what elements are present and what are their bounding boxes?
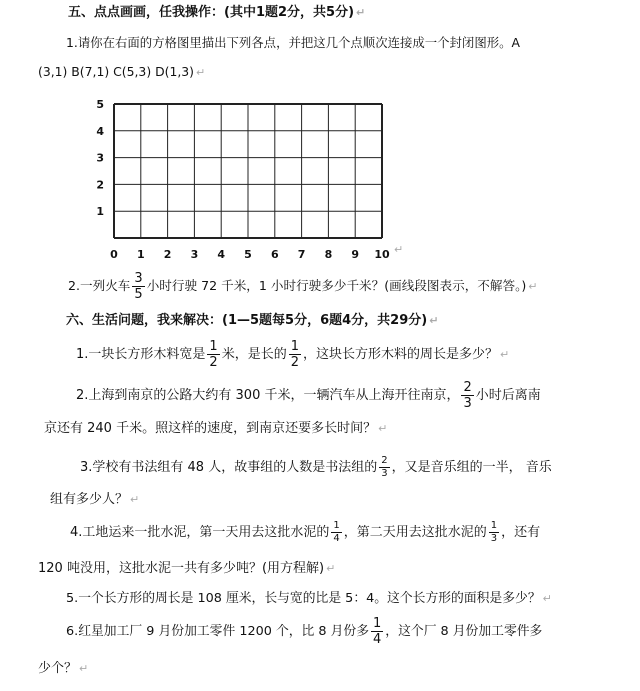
return-mark-icon: ↵ [429,314,439,327]
section6-q6-text-a: 6.红星加工厂 9 月份加工零件 1200 个，比 8 月份多 [66,624,370,639]
return-mark-icon: ↵ [79,662,89,675]
y-tick-label: 4 [96,124,104,138]
section6-q2-line2 [44,420,387,438]
x-tick-label: 4 [217,248,226,261]
x-tick-label: 0 [110,248,118,261]
fraction-one-third [489,521,499,544]
section6-q1 [76,335,509,375]
fraction-numerator: 1 [290,339,299,354]
x-tick-label: 7 [297,248,306,261]
x-tick-label: 1 [136,248,145,261]
section6-q5 [66,590,552,608]
fraction-one-half [207,340,219,369]
section5-q1-line2-text: (3,1) B(7,1) C(5,3) D(1,3) [38,64,195,79]
return-mark-icon: ↵ [528,280,538,293]
return-mark-icon: ↵ [542,592,552,605]
fraction-three-fifths [132,272,144,301]
section6-heading [66,312,438,330]
x-tick-label: 6 [270,248,279,261]
y-tick-label: 1 [96,205,104,219]
section6-q4-line1 [70,513,540,553]
section6-q1-text-b: 米，是长的 [221,347,287,362]
fraction-two-thirds [461,381,473,410]
fraction-numerator: 1 [490,520,498,531]
y-tick-label: 2 [96,178,104,192]
return-mark-icon: ↵ [196,66,206,79]
return-mark-icon: ↵ [130,493,140,506]
section6-q4-line2 [38,560,335,578]
fraction-denominator: 4 [373,632,382,647]
section6-q2-text-a: 2.上海到南京的公路大约有 300 千米，一辆汽车从上海开往南京， [76,388,460,403]
section6-q1-text-c: ，这块长方形木料的周长是多少？ [302,347,498,362]
fraction-two-thirds [379,456,389,479]
section6-q5-text: 5.一个长方形的周长是 108 厘米，长与宽的比是 5：4。这个长方形的面积是多少？ [66,591,541,606]
return-mark-icon: ↵ [378,422,388,435]
coordinate-grid [94,96,414,261]
section5-q2 [68,266,538,306]
section6-q6-text-c: 少个？ [38,661,78,676]
fraction-denominator: 2 [209,355,218,370]
fraction-denominator: 3 [381,468,388,479]
section6-q2-text-b: 小时后离南 [475,388,541,403]
section6-q1-text-a: 1.一块长方形木料宽是 [76,347,206,362]
x-tick-label: 8 [324,248,333,261]
section6-q4-text-b: ，第二天用去这批水泥的 [343,525,487,540]
section6-q3-text-b: ，又是音乐组的一半， 音乐 [391,460,552,475]
section6-q3-text-c: 组有多少人？ [50,492,129,507]
fraction-numerator: 3 [134,271,143,286]
fraction-numerator: 2 [381,455,388,466]
section5-heading-text: 五、点点画画，任我操作：(其中1题2分，共5分) [68,5,355,20]
fraction-one-fourth [371,617,383,646]
section5-q2-text-a: 2.一列火车 [68,278,131,293]
fraction-denominator: 2 [290,355,299,370]
section6-q2-text-c: 京还有 240 千米。照这样的速度，到南京还要多长时间？ [44,421,377,436]
return-mark-icon: ↵ [500,348,510,361]
x-tick-label: 5 [244,248,252,261]
fraction-denominator: 3 [463,396,472,411]
x-tick-label: 10 [374,248,390,261]
section5-heading [68,4,365,22]
fraction-numerator: 1 [373,616,382,631]
section6-q4-text-d: 120 吨没用，这批水泥一共有多少吨？(用方程解) [38,561,325,576]
fraction-numerator: 2 [463,380,472,395]
section6-q4-text-a: 4.工地运来一批水泥，第一天用去这批水泥的 [70,525,330,540]
section6-q6-text-b: ，这个厂 8 月份加工零件多 [385,624,543,639]
fraction-denominator: 4 [333,533,340,544]
section6-q6-line2 [38,660,88,678]
return-mark-icon: ↵ [356,6,366,19]
fraction-denominator: 3 [490,533,498,544]
coordinate-grid-svg [94,96,414,261]
fraction-one-half [289,340,301,369]
x-tick-label: 9 [351,248,360,261]
section6-q4-text-c: ，还有 [501,525,541,540]
section5-q1-line1 [66,34,520,52]
x-tick-label: 2 [163,248,172,261]
x-tick-label: 3 [190,248,199,261]
section5-q1-line1-text: 1.请你在右面的方格图里描出下列各点，并把这几个点顺次连接成一个封闭图形。A [66,35,520,50]
section6-q3-line2 [50,491,139,509]
section6-q3-line1 [80,448,552,488]
section6-heading-text: 六、生活问题，我来解决：(1—5题每5分，6题4分，共29分) [66,313,428,328]
y-tick-label: 3 [96,151,104,165]
fraction-numerator: 1 [333,520,340,531]
fraction-numerator: 1 [209,339,218,354]
section6-q6-line1 [66,612,542,652]
return-mark-icon: ↵ [394,243,404,256]
section6-q3-text-a: 3.学校有书法组有 48 人，故事组的人数是书法组的 [80,460,378,475]
section6-q2-line1 [76,376,541,416]
fraction-one-fourth [331,521,341,544]
section5-q1-line2 [38,63,205,82]
return-mark-icon: ↵ [326,562,336,575]
y-tick-label: 5 [96,98,104,111]
fraction-denominator: 5 [134,287,143,302]
section5-q2-text-b: 小时行驶 72 千米，1 小时行驶多少千米？(画线段图表示，不解答。) [146,278,527,293]
